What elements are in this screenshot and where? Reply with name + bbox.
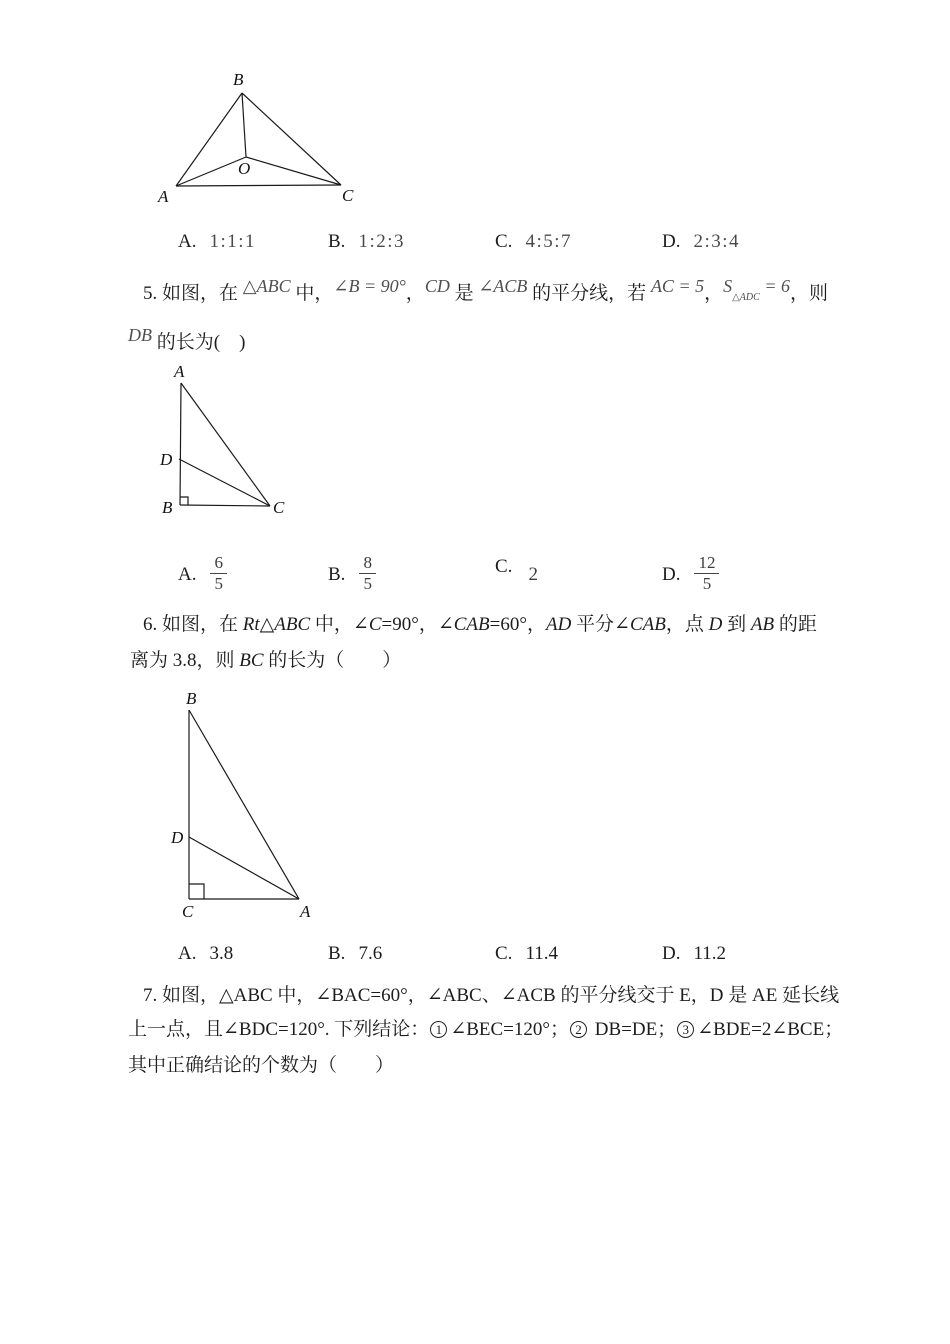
right-angle-marker	[189, 884, 204, 899]
question-7-text-line-2: 上一点，且∠BDC=120°. 下列结论： 1 ∠BEC=120°； 2 DB=DE； 3 ∠BDE=2∠BCE；	[128, 1019, 844, 1040]
question-7-text-line-3: 其中正确结论的个数为（ ）	[128, 1055, 395, 1076]
q5-option-b	[328, 553, 376, 595]
fraction: $\frac{12}{5}$	[694, 554, 719, 593]
q4-option-d	[662, 231, 740, 253]
right-triangle-drawing-q6	[158, 690, 323, 924]
option-value: 11.2	[693, 943, 727, 964]
option-value: 7.6	[358, 943, 383, 964]
figure-triangle-abc-with-point-o	[150, 70, 370, 210]
option-label: A.	[178, 231, 197, 252]
question-6-text-line-2: 离为 3.8，则 BC 的长为（ ）	[130, 650, 402, 671]
q5-option-d	[662, 553, 719, 595]
vertex-label-b: B	[233, 70, 244, 89]
option-value: 1:2:3	[358, 231, 405, 252]
vertex-label-d: D	[171, 828, 184, 847]
option-label: C.	[495, 556, 513, 577]
option-value: 2	[528, 564, 538, 585]
option-value: 4:5:7	[525, 231, 572, 252]
option-label: B.	[328, 563, 346, 585]
vertex-label-c: C	[273, 498, 285, 517]
q5-option-a	[178, 553, 227, 595]
q6-option-c	[495, 943, 558, 965]
vertex-label-a: A	[300, 902, 311, 921]
option-value: 2:3:4	[693, 231, 741, 252]
vertex-label-d: D	[160, 450, 173, 469]
option-label: D.	[662, 563, 681, 585]
vertex-label-a: A	[158, 187, 169, 206]
question-5-text-line-2: DB 的长为( )	[128, 325, 246, 353]
option-value: 3.8	[209, 943, 234, 964]
question-5-text-line-1: 5. 如图，在 △ABC 中，∠B = 90°，CD 是 ∠ACB 的平分线，若 AC = 5，$S_{\triangle ADC} = 6$，则	[143, 276, 828, 304]
q5-option-c	[495, 556, 538, 585]
option-value: 1:1:1	[209, 231, 257, 252]
option-label: C.	[495, 231, 513, 252]
q4-option-b	[328, 231, 405, 253]
option-label: D.	[662, 943, 681, 964]
option-label: D.	[662, 231, 681, 252]
q4-option-a	[178, 231, 256, 253]
q6-option-b	[328, 943, 382, 965]
right-angle-marker	[180, 497, 188, 505]
triangle-obc-drawing	[150, 70, 370, 210]
vertex-label-b: B	[186, 689, 197, 708]
figure-right-triangle-q5	[158, 362, 293, 522]
vertex-label-c: C	[342, 186, 354, 205]
question-4-options	[0, 231, 950, 257]
vertex-label-c: C	[182, 902, 194, 921]
vertex-label-b: B	[162, 498, 173, 517]
q6-option-a	[178, 943, 233, 965]
option-label: B.	[328, 943, 346, 964]
question-5-options	[0, 553, 950, 604]
question-7-text-line-1: 7. 如图，△ABC 中，∠BAC=60°，∠ABC、∠ACB 的平分线交于 E，D 是 AE 延长线	[143, 985, 840, 1006]
vertex-label-a: A	[174, 362, 185, 381]
option-label: A.	[178, 943, 197, 964]
q4-option-c	[495, 231, 572, 253]
question-6-options	[0, 943, 950, 969]
vertex-label-o: O	[238, 159, 251, 178]
q6-option-d	[662, 943, 726, 965]
figure-right-triangle-q6	[158, 690, 323, 924]
question-6-text-line-1: 6. 如图，在 Rt△ABC 中，∠C=90°，∠CAB=60°，AD 平分∠CAB，点 D 到 AB 的距	[143, 614, 817, 635]
option-label: A.	[178, 563, 197, 585]
fraction: $\frac{6}{5}$	[210, 554, 227, 593]
option-label: B.	[328, 231, 346, 252]
fraction: $\frac{8}{5}$	[359, 554, 376, 593]
option-value: 11.4	[525, 943, 558, 964]
option-label: C.	[495, 943, 513, 964]
